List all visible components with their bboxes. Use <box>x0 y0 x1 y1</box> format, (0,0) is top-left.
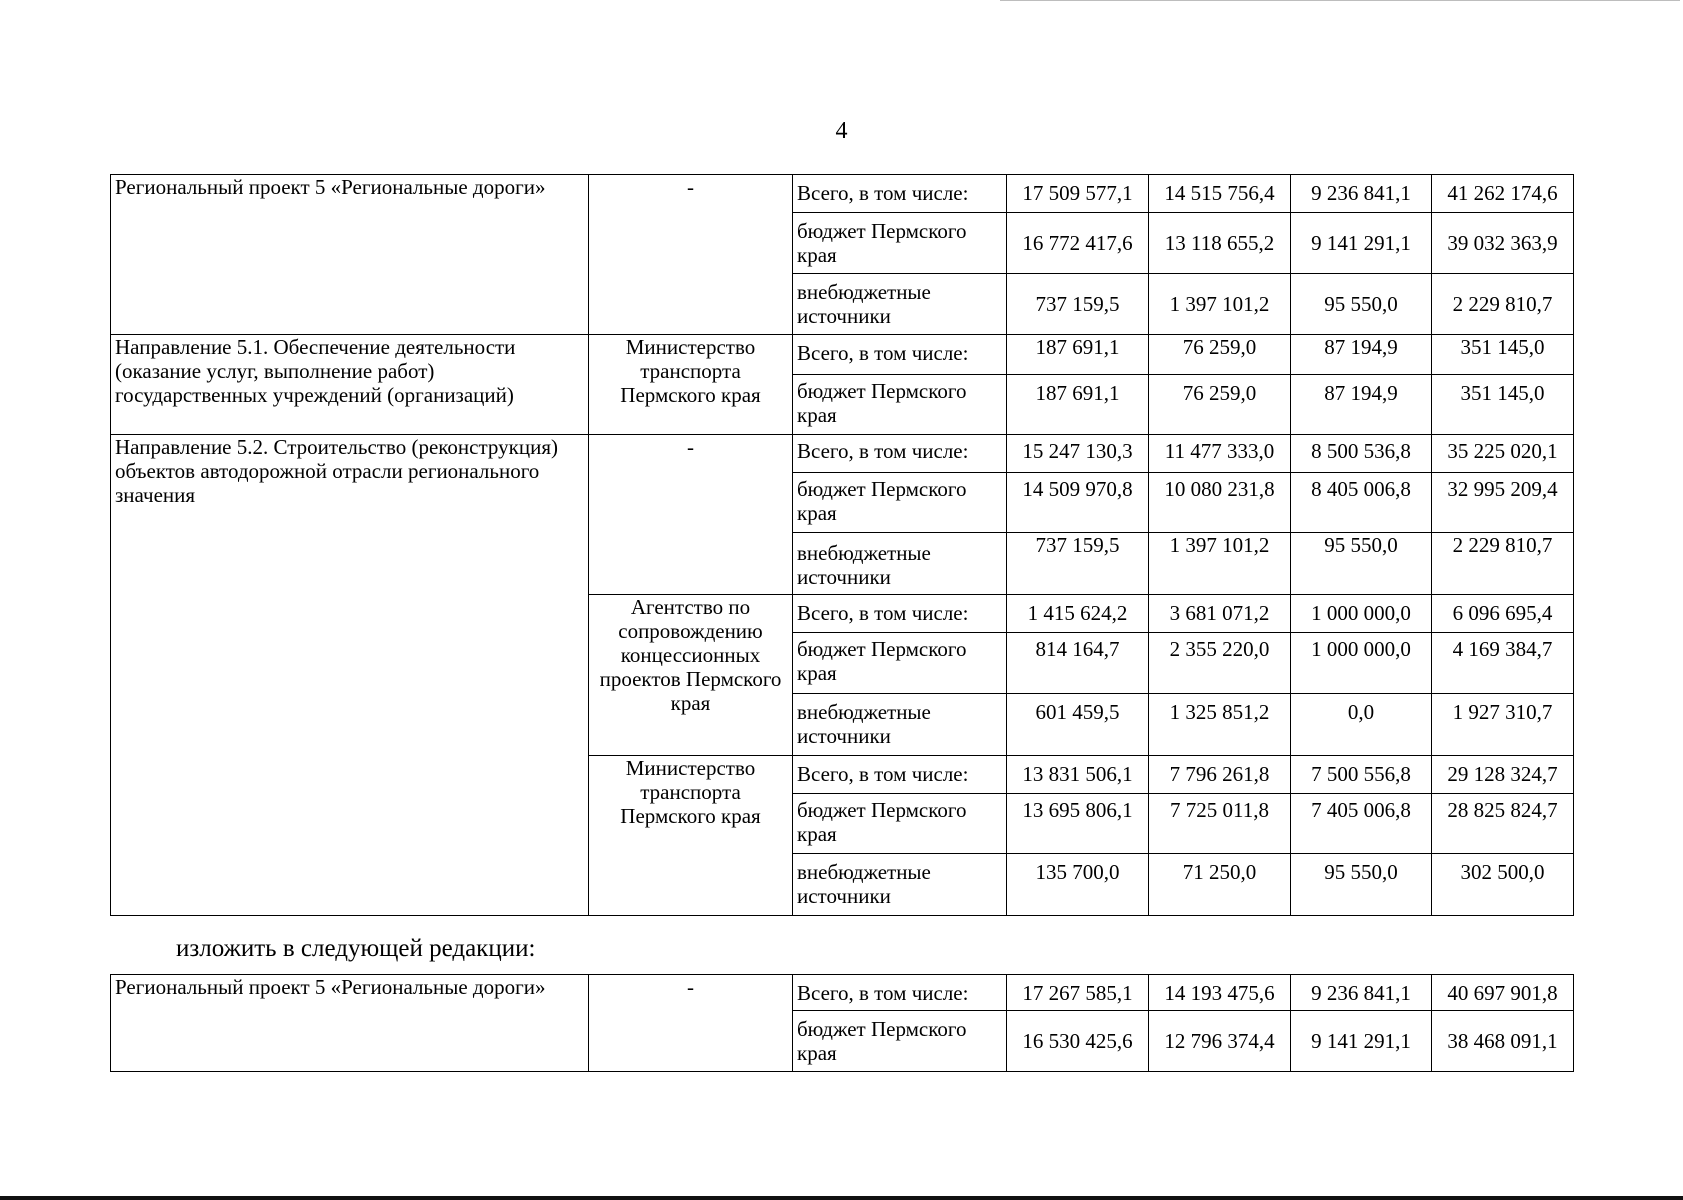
value-cell: 737 159,5 <box>1007 274 1149 335</box>
section-instruction: изложить в следующей редакции: <box>176 935 536 962</box>
value-cell: 11 477 333,0 <box>1149 435 1291 473</box>
source-cell: Всего, в том числе: <box>793 595 1007 633</box>
value-cell: 4 169 384,7 <box>1432 633 1574 694</box>
value-cell: 1 325 851,2 <box>1149 694 1291 756</box>
value-cell: 76 259,0 <box>1149 335 1291 375</box>
value-cell: 15 247 130,3 <box>1007 435 1149 473</box>
source-cell: бюджет Пермского края <box>793 794 1007 854</box>
source-cell: бюджет Пермского края <box>793 633 1007 694</box>
value-cell: 95 550,0 <box>1291 854 1432 916</box>
value-cell: 302 500,0 <box>1432 854 1574 916</box>
value-cell: 601 459,5 <box>1007 694 1149 756</box>
value-cell: 14 193 475,6 <box>1149 975 1291 1011</box>
executor-cell: - <box>589 175 793 335</box>
row-name-cell: Направление 5.1. Обеспечение деятельности (оказание услуг, выполнение работ) государственных учреждений (организаций) <box>111 335 589 435</box>
source-cell: Всего, в том числе: <box>793 756 1007 794</box>
value-cell: 38 468 091,1 <box>1432 1011 1574 1072</box>
budget-table-old <box>110 174 1574 916</box>
row-name-cell: Региональный проект 5 «Региональные дороги» <box>111 175 589 335</box>
value-cell: 2 229 810,7 <box>1432 533 1574 595</box>
value-cell: 17 267 585,1 <box>1007 975 1149 1011</box>
value-cell: 2 355 220,0 <box>1149 633 1291 694</box>
value-cell: 95 550,0 <box>1291 533 1432 595</box>
value-cell: 187 691,1 <box>1007 375 1149 435</box>
value-cell: 814 164,7 <box>1007 633 1149 694</box>
value-cell: 87 194,9 <box>1291 335 1432 375</box>
value-cell: 1 000 000,0 <box>1291 633 1432 694</box>
value-cell: 1 397 101,2 <box>1149 274 1291 335</box>
source-cell: Всего, в том числе: <box>793 975 1007 1011</box>
value-cell: 39 032 363,9 <box>1432 213 1574 274</box>
page-number: 4 <box>835 118 848 144</box>
source-cell: внебюджетные источники <box>793 533 1007 595</box>
value-cell: 35 225 020,1 <box>1432 435 1574 473</box>
source-cell: Всего, в том числе: <box>793 335 1007 375</box>
source-cell: внебюджетные источники <box>793 274 1007 335</box>
value-cell: 8 500 536,8 <box>1291 435 1432 473</box>
value-cell: 1 415 624,2 <box>1007 595 1149 633</box>
value-cell: 7 725 011,8 <box>1149 794 1291 854</box>
table-row <box>111 435 1574 473</box>
table-row <box>111 175 1574 213</box>
value-cell: 135 700,0 <box>1007 854 1149 916</box>
source-cell: бюджет Пермского края <box>793 375 1007 435</box>
source-cell: бюджет Пермского края <box>793 473 1007 533</box>
value-cell: 29 128 324,7 <box>1432 756 1574 794</box>
source-cell: внебюджетные источники <box>793 694 1007 756</box>
value-cell: 13 695 806,1 <box>1007 794 1149 854</box>
value-cell: 9 236 841,1 <box>1291 975 1432 1011</box>
value-cell: 95 550,0 <box>1291 274 1432 335</box>
value-cell: 12 796 374,4 <box>1149 1011 1291 1072</box>
value-cell: 1 927 310,7 <box>1432 694 1574 756</box>
executor-cell: - <box>589 435 793 595</box>
value-cell: 8 405 006,8 <box>1291 473 1432 533</box>
value-cell: 6 096 695,4 <box>1432 595 1574 633</box>
executor-cell: Министерство транспорта Пермского края <box>589 756 793 916</box>
executor-cell: Министерство транспорта Пермского края <box>589 335 793 435</box>
value-cell: 7 796 261,8 <box>1149 756 1291 794</box>
source-cell: Всего, в том числе: <box>793 435 1007 473</box>
value-cell: 0,0 <box>1291 694 1432 756</box>
scan-bottom-edge <box>0 1196 1683 1200</box>
source-cell: бюджет Пермского края <box>793 1011 1007 1072</box>
value-cell: 87 194,9 <box>1291 375 1432 435</box>
value-cell: 14 515 756,4 <box>1149 175 1291 213</box>
value-cell: 2 229 810,7 <box>1432 274 1574 335</box>
value-cell: 351 145,0 <box>1432 375 1574 435</box>
value-cell: 14 509 970,8 <box>1007 473 1149 533</box>
value-cell: 9 236 841,1 <box>1291 175 1432 213</box>
budget-table-new <box>110 974 1574 1072</box>
value-cell: 10 080 231,8 <box>1149 473 1291 533</box>
table-row <box>111 335 1574 375</box>
value-cell: 351 145,0 <box>1432 335 1574 375</box>
value-cell: 32 995 209,4 <box>1432 473 1574 533</box>
value-cell: 3 681 071,2 <box>1149 595 1291 633</box>
value-cell: 16 530 425,6 <box>1007 1011 1149 1072</box>
value-cell: 71 250,0 <box>1149 854 1291 916</box>
value-cell: 41 262 174,6 <box>1432 175 1574 213</box>
scan-artifact-line <box>1000 0 1680 2</box>
value-cell: 76 259,0 <box>1149 375 1291 435</box>
source-cell: внебюджетные источники <box>793 854 1007 916</box>
value-cell: 16 772 417,6 <box>1007 213 1149 274</box>
table-row <box>111 975 1574 1011</box>
row-name-cell: Региональный проект 5 «Региональные дороги» <box>111 975 589 1072</box>
source-cell: бюджет Пермского края <box>793 213 1007 274</box>
value-cell: 13 118 655,2 <box>1149 213 1291 274</box>
value-cell: 17 509 577,1 <box>1007 175 1149 213</box>
source-cell: Всего, в том числе: <box>793 175 1007 213</box>
value-cell: 28 825 824,7 <box>1432 794 1574 854</box>
value-cell: 187 691,1 <box>1007 335 1149 375</box>
value-cell: 40 697 901,8 <box>1432 975 1574 1011</box>
value-cell: 9 141 291,1 <box>1291 1011 1432 1072</box>
executor-cell: - <box>589 975 793 1072</box>
value-cell: 9 141 291,1 <box>1291 213 1432 274</box>
value-cell: 1 397 101,2 <box>1149 533 1291 595</box>
value-cell: 13 831 506,1 <box>1007 756 1149 794</box>
row-name-cell: Направление 5.2. Строительство (реконструкция) объектов автодорожной отрасли регионального значения <box>111 435 589 916</box>
value-cell: 7 500 556,8 <box>1291 756 1432 794</box>
value-cell: 1 000 000,0 <box>1291 595 1432 633</box>
value-cell: 737 159,5 <box>1007 533 1149 595</box>
executor-cell: Агентство по сопровождению концессионных проектов Пермского края <box>589 595 793 756</box>
value-cell: 7 405 006,8 <box>1291 794 1432 854</box>
